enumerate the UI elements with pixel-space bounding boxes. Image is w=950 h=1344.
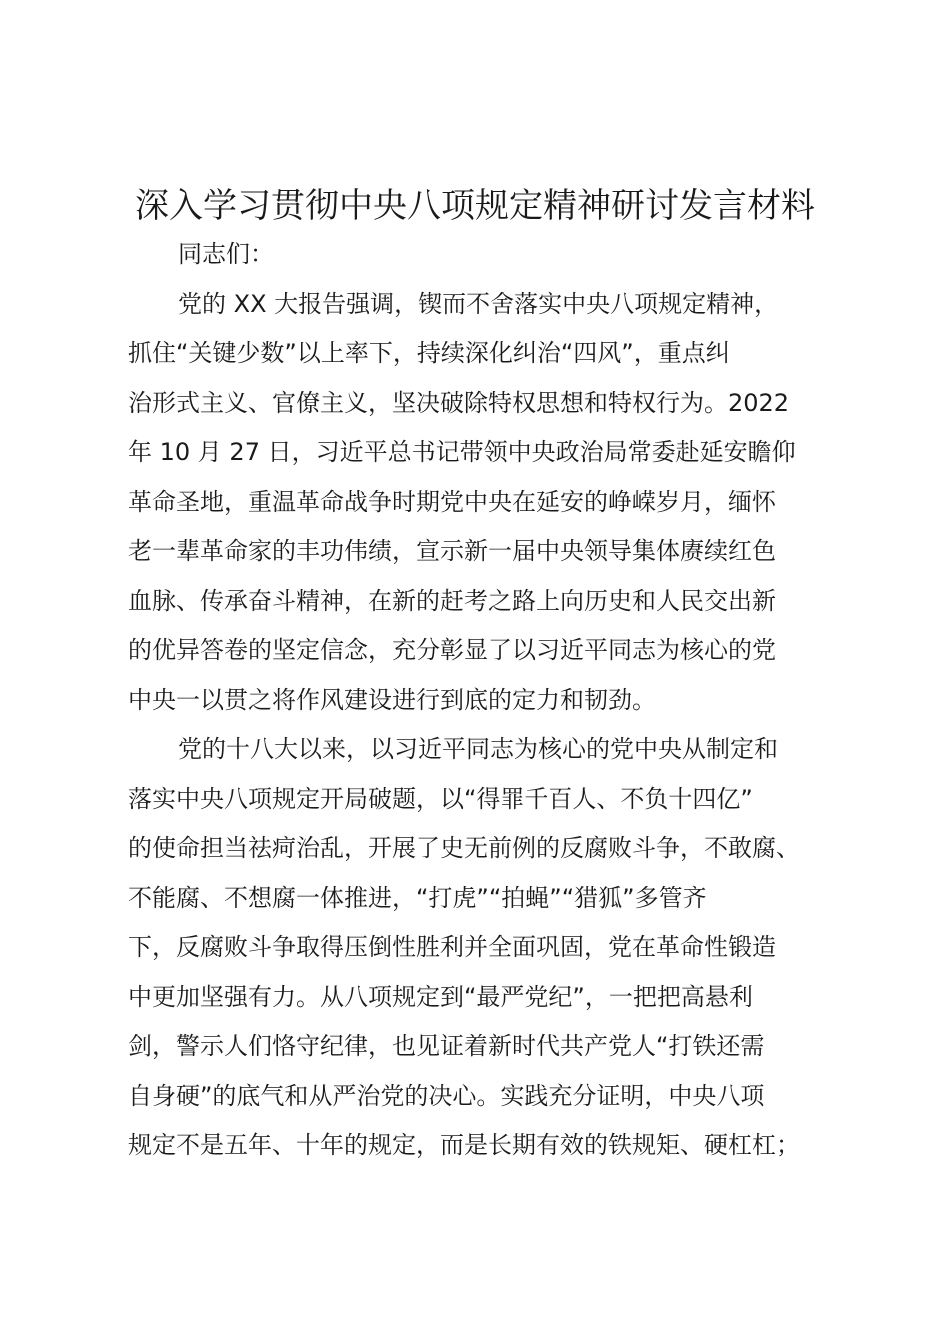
- text-line: 老一辈革命家的丰功伟绩，宣示新一届中央领导集体赓续红色: [128, 537, 776, 565]
- text-line: 剑，警示人们恪守纪律，也见证着新时代共产党人“打铁还需: [128, 1032, 765, 1060]
- text-line: 年 10 月 27 日，习近平总书记带领中央政治局常委赴延安瞻仰: [128, 438, 796, 466]
- text-line: 中央一以贯之将作风建设进行到底的定力和韧劲。: [128, 685, 656, 714]
- text-line: 规定不是五年、十年的规定，而是长期有效的铁规矩、硬杠杠；: [128, 1131, 800, 1159]
- text-line: 党的 XX 大报告强调，锲而不舍落实中央八项规定精神，: [178, 289, 779, 318]
- salutation: 同志们：: [178, 240, 274, 268]
- text-line: 下，反腐败斗争取得压倒性胜利并全面巩固，党在革命性锻造: [128, 933, 776, 961]
- text-line: 抓住“关键少数”以上率下，持续深化纠治“四风”，重点纠: [128, 339, 730, 367]
- document-title: 深入学习贯彻中央八项规定精神研讨发言材料: [135, 186, 815, 226]
- text-line: 不能腐、不想腐一体推进，“打虎”“拍蝇”“猎狐”多管齐: [128, 883, 707, 912]
- paragraph-1: [128, 280, 848, 726]
- text-line: 中更加坚强有力。从八项规定到“最严党纪”，一把把高悬利: [128, 982, 753, 1011]
- text-line: 党的十八大以来，以习近平同志为核心的党中央从制定和: [178, 735, 778, 763]
- text-line: 自身硬”的底气和从严治党的决心。实践充分证明，中央八项: [128, 1081, 765, 1110]
- paragraph-2: [128, 725, 848, 1171]
- text-line: 治形式主义、官僚主义，坚决破除特权思想和特权行为。2022: [128, 388, 790, 417]
- text-line: 革命圣地，重温革命战争时期党中央在延安的峥嵘岁月，缅怀: [128, 487, 776, 516]
- text-line: 的使命担当祛疴治乱，开展了史无前例的反腐败斗争，不敢腐、: [128, 834, 800, 862]
- text-line: 落实中央八项规定开局破题，以“得罪千百人、不负十四亿”: [128, 784, 753, 813]
- text-line: 的优异答卷的坚定信念，充分彰显了以习近平同志为核心的党: [128, 636, 776, 664]
- text-line: 血脉、传承奋斗精神，在新的赶考之路上向历史和人民交出新: [128, 586, 776, 615]
- document-body: [128, 230, 848, 1171]
